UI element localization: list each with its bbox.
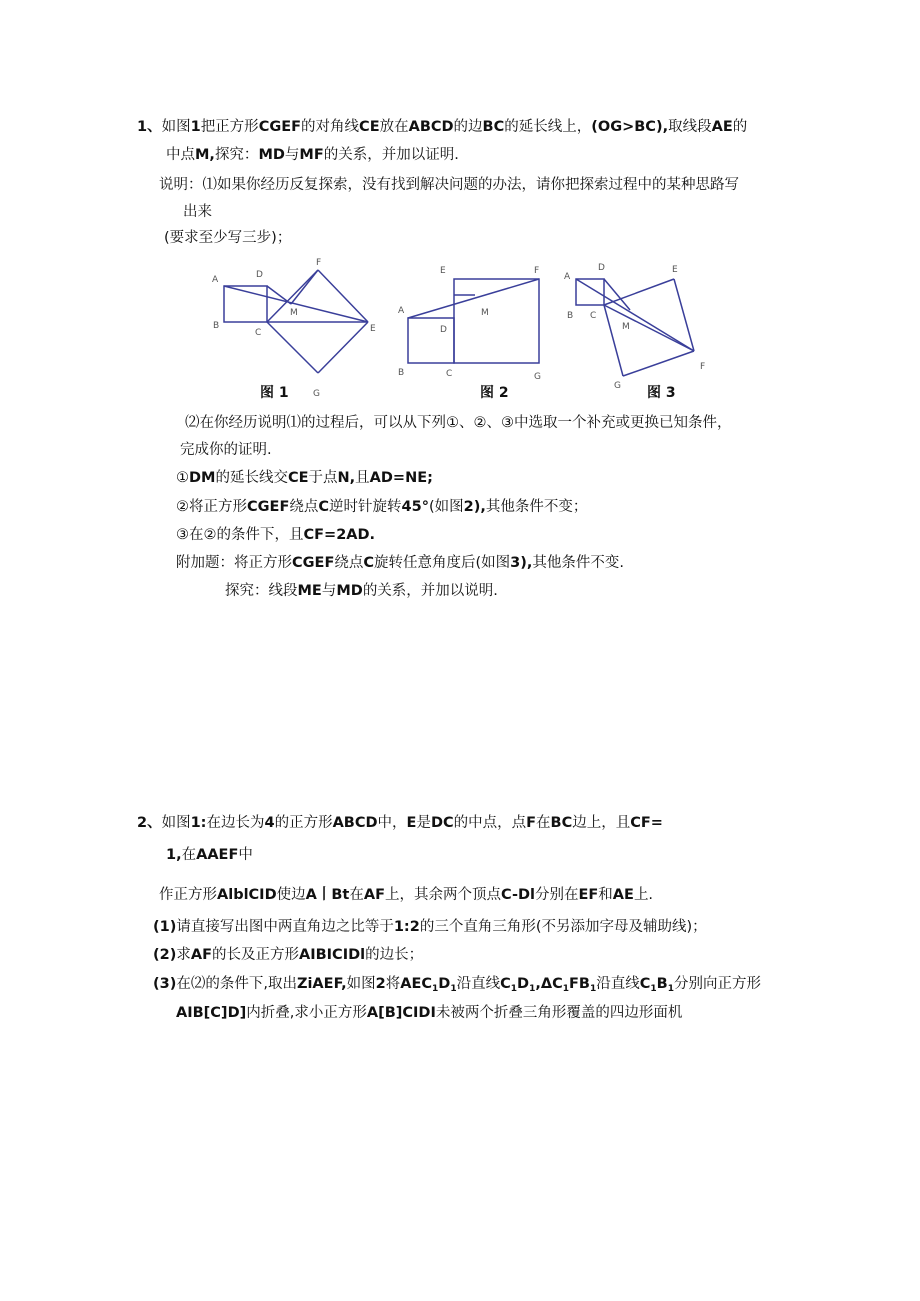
fig2-label: A [398, 306, 405, 316]
fig1-label: D [256, 270, 263, 280]
fig3-caption: 图 3 [647, 385, 676, 401]
fig2-label: C [446, 369, 453, 379]
fig2-label: M [481, 308, 489, 318]
fig1-label: M [290, 308, 298, 318]
fig1-label: A [212, 275, 219, 285]
fig2-label: E [440, 266, 446, 276]
p1-note-line2: 出来 [183, 204, 212, 220]
fig2-label: B [398, 368, 405, 378]
p1-figures [200, 255, 720, 405]
fig3-label: C [590, 311, 597, 321]
p2-question-1: (1)请直接写出图中两直角边之比等于1:2的三个直角三角形(不另添加字母及辅助线)； [153, 919, 707, 935]
p1-option-1: ①DM的延长线交CE于点N,且AD=NE; [176, 470, 433, 486]
figure-1 [224, 270, 368, 373]
fig1-label: E [370, 324, 376, 334]
p2-question-3: (3)在⑵的条件下,取出ZiAEF,如图2将$AEC_1D_1$沿直线$C_1D_1,\Delta C_1FB_1$沿直线$C_1B_1$分别向正方形 [153, 976, 761, 994]
fig3-label: M [622, 322, 630, 332]
fig2-label: F [534, 266, 540, 276]
p1-bonus-line2: 探究：线段ME与MD的关系，并加以说明. [225, 583, 498, 599]
p1-option-2: ②将正方形CGEF绕点C逆时针旋转45°(如图2),其他条件不变； [176, 499, 588, 515]
figure-2 [408, 279, 539, 363]
p1-number: 1、 [137, 119, 162, 135]
p2-line1: 2、如图1:在边长为4的正方形ABCD中，E是DC的中点，点F在BC边上，且CF= [137, 815, 663, 831]
fig3-label: F [700, 362, 706, 372]
fig1-label: F [316, 258, 322, 268]
fig3-label: A [564, 272, 571, 282]
p2-line3: 作正方形AlblCID使边A丨Bt在AF上，其余两个顶点C-Dl分别在EF和AE上. [159, 887, 654, 903]
p1-bonus-line1: 附加题：将正方形CGEF绕点C旋转任意角度后(如图3),其他条件不变. [176, 555, 625, 571]
p1-line1: 1、如图1把正方形CGEF的对角线CE放在ABCD的边BC的延长线上，(OG>BC),取线段AE的 [137, 119, 748, 135]
fig1-caption: 图 1 [260, 385, 289, 401]
p1-part2-line1: ⑵在你经历说明⑴的过程后，可以从下列①、②、③中选取一个补充或更换已知条件， [185, 415, 732, 431]
p2-number: 2、 [137, 815, 162, 831]
fig2-label: D [440, 325, 447, 335]
fig1-label: C [255, 328, 262, 338]
p1-note-line1: 说明：⑴如果你经历反复探索，没有找到解决问题的办法，请你把探索过程中的某种思路写 [159, 177, 739, 193]
fig2-caption: 图 2 [480, 385, 509, 401]
figure-3 [576, 279, 694, 376]
p1-line2: 中点M,探究：MD与MF的关系，并加以证明. [166, 147, 459, 163]
fig3-label: G [614, 381, 621, 391]
p1-option-3: ③在②的条件下，且CF=2AD. [176, 527, 376, 543]
fig2-label: G [534, 372, 541, 382]
fig3-label: E [672, 265, 678, 275]
p2-question-2: (2)求AF的长及正方形AIBICIDl的边长； [153, 947, 424, 963]
fig1-label: G [313, 389, 320, 399]
p2-line2: 1,在AAEF中 [166, 847, 253, 863]
fig3-label: D [598, 263, 605, 273]
p1-note-line3: (要求至少写三步)； [164, 230, 292, 246]
p1-part2-line2: 完成你的证明. [180, 442, 272, 458]
fig3-label: B [567, 311, 574, 321]
p2-question-3-line2: AIB[C]D]内折叠,求小正方形A[B]CIDI未被两个折叠三角形覆盖的四边形面机 [176, 1005, 683, 1021]
fig1-label: B [213, 321, 220, 331]
